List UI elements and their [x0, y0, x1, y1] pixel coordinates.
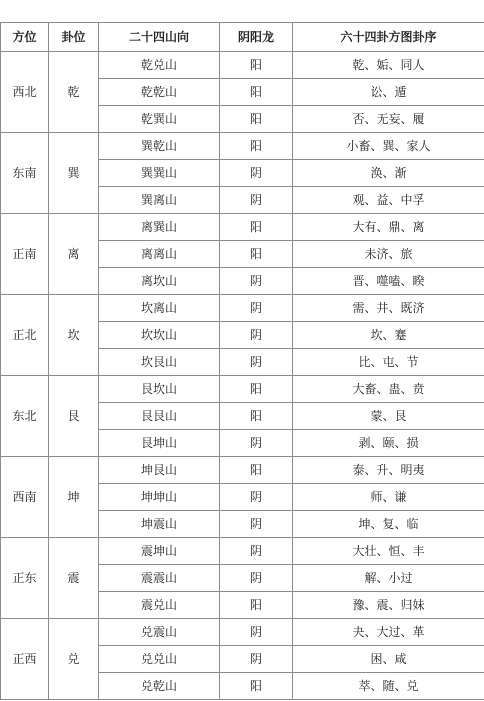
direction-cell: 东北: [1, 376, 49, 457]
mountain-cell: 兑兑山: [99, 646, 220, 673]
hexagrams-cell: 师、谦: [293, 484, 484, 511]
polarity-cell: 阳: [220, 52, 293, 79]
table-row: [1, 457, 484, 484]
polarity-cell: 阴: [220, 538, 293, 565]
mountain-cell: 艮坤山: [99, 430, 220, 457]
hexagrams-cell: 萃、随、兑: [293, 673, 484, 700]
polarity-cell: 阴: [220, 160, 293, 187]
hexagrams-cell: 否、无妄、履: [293, 106, 484, 133]
header-direction: 方位: [1, 23, 49, 52]
mountain-cell: 离离山: [99, 241, 220, 268]
hexagrams-cell: 未济、旅: [293, 241, 484, 268]
mountain-cell: 乾兑山: [99, 52, 220, 79]
direction-cell: 西南: [1, 457, 49, 538]
polarity-cell: 阳: [220, 673, 293, 700]
mountain-cell: 艮艮山: [99, 403, 220, 430]
hexagrams-cell: 乾、姤、同人: [293, 52, 484, 79]
hexagrams-cell: 泰、升、明夷: [293, 457, 484, 484]
polarity-cell: 阴: [220, 349, 293, 376]
polarity-cell: 阳: [220, 592, 293, 619]
table-row: [1, 214, 484, 241]
polarity-cell: 阴: [220, 268, 293, 295]
hexagrams-cell: 观、益、中孚: [293, 187, 484, 214]
hexagrams-cell: 坎、蹇: [293, 322, 484, 349]
hexagrams-cell: 夬、大过、革: [293, 619, 484, 646]
trigram-cell: 震: [49, 538, 99, 619]
mountain-cell: 巽离山: [99, 187, 220, 214]
trigram-cell: 巽: [49, 133, 99, 214]
mountain-cell: 震坤山: [99, 538, 220, 565]
hexagrams-cell: 比、屯、节: [293, 349, 484, 376]
polarity-cell: 阳: [220, 457, 293, 484]
hexagrams-cell: 大畜、蛊、贲: [293, 376, 484, 403]
mountain-cell: 离坎山: [99, 268, 220, 295]
mountain-cell: 乾乾山: [99, 79, 220, 106]
mountain-cell: 震震山: [99, 565, 220, 592]
polarity-cell: 阳: [220, 133, 293, 160]
direction-cell: 东南: [1, 133, 49, 214]
hexagrams-cell: 解、小过: [293, 565, 484, 592]
trigram-cell: 乾: [49, 52, 99, 133]
polarity-cell: 阴: [220, 187, 293, 214]
polarity-cell: 阳: [220, 214, 293, 241]
polarity-cell: 阴: [220, 322, 293, 349]
hexagrams-cell: 豫、震、归妹: [293, 592, 484, 619]
mountain-cell: 坤艮山: [99, 457, 220, 484]
hexagrams-cell: 涣、渐: [293, 160, 484, 187]
table-row: [1, 52, 484, 79]
hexagrams-cell: 需、井、既济: [293, 295, 484, 322]
hexagrams-cell: 坤、复、临: [293, 511, 484, 538]
polarity-cell: 阳: [220, 403, 293, 430]
polarity-cell: 阳: [220, 376, 293, 403]
mountain-cell: 乾巽山: [99, 106, 220, 133]
hexagrams-cell: 困、咸: [293, 646, 484, 673]
hexagrams-cell: 晋、噬嗑、睽: [293, 268, 484, 295]
hexagrams-cell: 大有、鼎、离: [293, 214, 484, 241]
mountain-cell: 兑震山: [99, 619, 220, 646]
mountain-cell: 坎坎山: [99, 322, 220, 349]
mountain-cell: 坤坤山: [99, 484, 220, 511]
polarity-cell: 阳: [220, 106, 293, 133]
header-polarity: 阴阳龙: [220, 23, 293, 52]
direction-cell: 正西: [1, 619, 49, 700]
polarity-cell: 阳: [220, 79, 293, 106]
mountain-cell: 艮坎山: [99, 376, 220, 403]
polarity-cell: 阴: [220, 430, 293, 457]
trigram-cell: 坎: [49, 295, 99, 376]
hexagrams-cell: 剥、颐、损: [293, 430, 484, 457]
polarity-cell: 阴: [220, 511, 293, 538]
header-trigram: 卦位: [49, 23, 99, 52]
polarity-cell: 阴: [220, 646, 293, 673]
polarity-cell: 阴: [220, 484, 293, 511]
direction-cell: 正南: [1, 214, 49, 295]
hexagrams-cell: 小畜、巽、家人: [293, 133, 484, 160]
mountain-cell: 坎艮山: [99, 349, 220, 376]
trigram-cell: 兑: [49, 619, 99, 700]
table-row: [1, 619, 484, 646]
polarity-cell: 阴: [220, 295, 293, 322]
hexagrams-cell: 讼、遁: [293, 79, 484, 106]
table-body: [1, 52, 484, 700]
polarity-cell: 阴: [220, 619, 293, 646]
mountain-cell: 坤震山: [99, 511, 220, 538]
table-row: [1, 133, 484, 160]
trigram-cell: 离: [49, 214, 99, 295]
hexagrams-cell: 大壮、恒、丰: [293, 538, 484, 565]
mountain-cell: 坎离山: [99, 295, 220, 322]
hexagrams-cell: 蒙、艮: [293, 403, 484, 430]
table-row: [1, 295, 484, 322]
header-row: [1, 23, 484, 52]
header-hexagrams: 六十四卦方图卦序: [293, 23, 484, 52]
table-row: [1, 538, 484, 565]
mountain-cell: 巽巽山: [99, 160, 220, 187]
header-mountain: 二十四山向: [99, 23, 220, 52]
mountain-cell: 震兑山: [99, 592, 220, 619]
mountain-cell: 巽乾山: [99, 133, 220, 160]
mountain-cell: 兑乾山: [99, 673, 220, 700]
trigram-cell: 艮: [49, 376, 99, 457]
polarity-cell: 阴: [220, 565, 293, 592]
mountain-cell: 离巽山: [99, 214, 220, 241]
polarity-cell: 阳: [220, 241, 293, 268]
table-row: [1, 376, 484, 403]
trigram-table: [0, 22, 484, 700]
direction-cell: 正东: [1, 538, 49, 619]
trigram-cell: 坤: [49, 457, 99, 538]
direction-cell: 西北: [1, 52, 49, 133]
direction-cell: 正北: [1, 295, 49, 376]
